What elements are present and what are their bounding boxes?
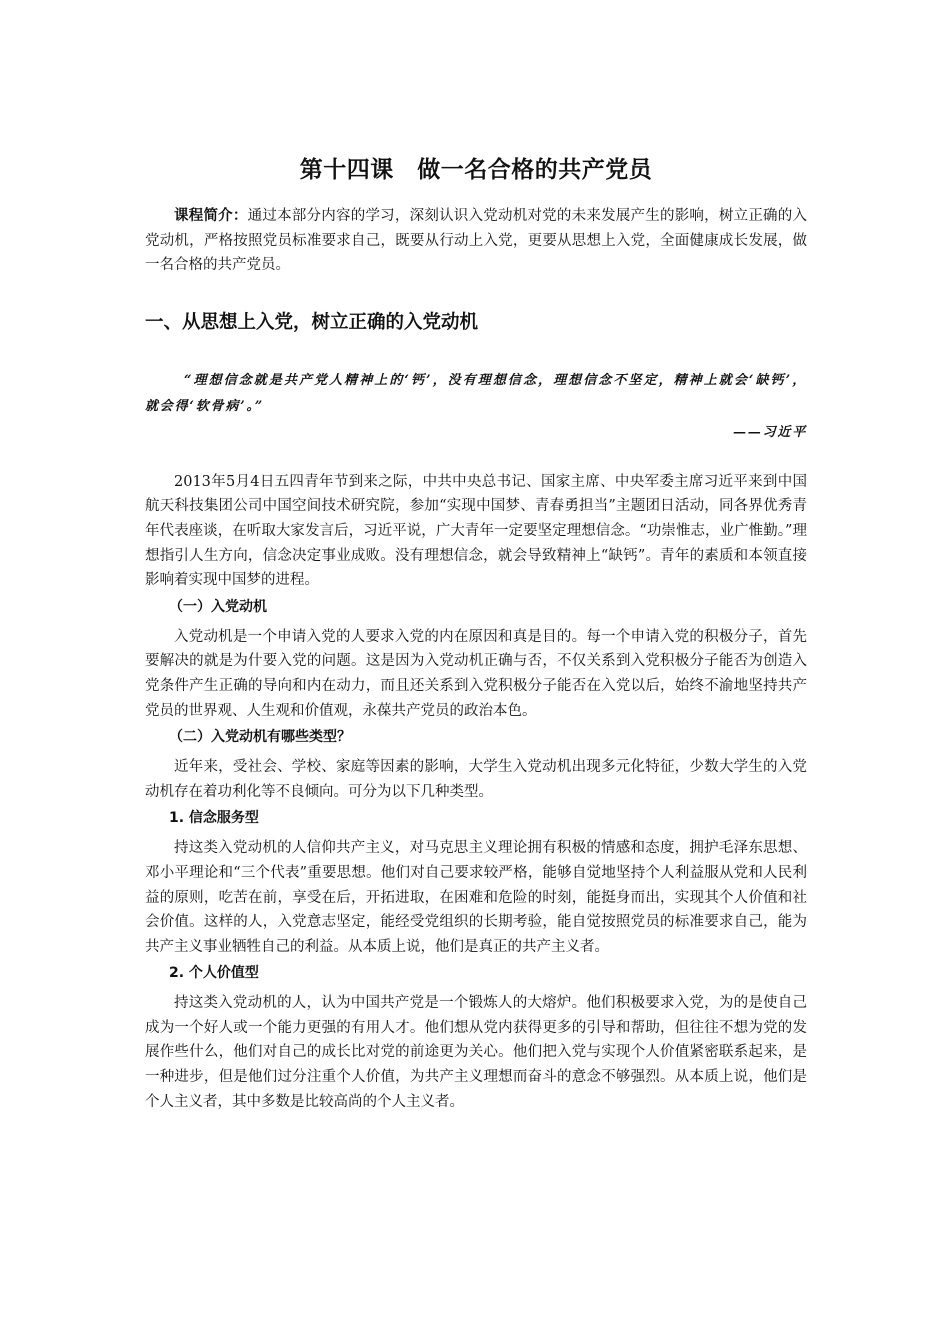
paragraph-type-personal: 持这类入党动机的人，认为中国共产党是一个锻炼人的大熔炉。他们积极要求入党，为的是使自己成为一个好人或一个能力更强的有用人才。他们想从党内获得更多的引导和帮助，但往往不想为党的发展作些什么，他们对自己的成长比对党的前途更为关心。他们把入党与实现个人价值紧密联系起来，是一种进步，但是他们过分注重个人价值，为共产主义理想而奋斗的意念不够强烈。从本质上说，他们是个人主义者，其中多数是比较高尚的个人主义者。	[145, 995, 807, 1110]
paragraph-motive-types: 近年来，受社会、学校、家庭等因素的影响，大学生入党动机出现多元化特征，少数大学生的入党动机存在着功利化等不良倾向。可分为以下几种类型。	[145, 759, 807, 800]
quote-text: “理想信念就是共产党人精神上的‘钙’，没有理想信念，理想信念不坚定，精神上就会‘缺钙’，就会得‘软骨病’。”	[145, 372, 807, 414]
intro-text: 通过本部分内容的学习，深刻认识入党动机对党的未来发展产生的影响，树立正确的入党动机，严格按照党员标准要求自己，既要从行动上入党，更要从思想上入党，全面健康成长发展，做一名合格的共产党员。	[145, 208, 808, 274]
subheading-motive: （一）入党动机	[169, 598, 267, 615]
subheading-type-personal: 2. 个人价值型	[169, 965, 259, 982]
page-title: 第十四课 做一名合格的共产党员	[299, 157, 653, 183]
document-body	[145, 150, 807, 1114]
section-heading: 一、从思想上入党，树立正确的入党动机	[145, 311, 479, 333]
intro-label: 课程简介：	[174, 208, 248, 224]
quote-author: ——习近平	[733, 424, 807, 440]
course-intro	[145, 204, 807, 278]
paragraph-motive: 入党动机是一个申请入党的人要求入党的内在原因和真是目的。每一个申请入党的积极分子，首先要解决的就是为什要入党的问题。这是因为入党动机正确与否，不仅关系到入党积极分子能否为创造入党条件产生正确的导向和内在动力，而且还关系到入党积极分子能否在入党以后，始终不渝地坚持共产党员的世界观、人生观和价值观，永葆共产党员的政治本色。	[145, 628, 807, 719]
subheading-type-belief: 1. 信念服务型	[169, 810, 259, 827]
subheading-motive-types: （二）入党动机有哪些类型？	[169, 729, 351, 746]
paragraph-may-fourth: 2013年5月4日五四青年节到来之际，中共中央总书记、国家主席、中央军委主席习近平来到中国航天科技集团公司中国空间技术研究院，参加“实现中国梦、青春勇担当”主题团日活动，同各界优秀青年代表座谈，在听取大家发言后，习近平说，广大青年一定要坚定理想信念。“功崇惟志，业广惟勤。”理想指引人生方向，信念决定事业成败。没有理想信念，就会导致精神上“缺钙”。青年的素质和本领直接影响着实现中国梦的进程。	[145, 473, 807, 589]
paragraph-type-belief: 持这类入党动机的人信仰共产主义，对马克思主义理论拥有积极的情感和态度，拥护毛泽东思想、邓小平理论和“三个代表”重要思想。他们对自己要求较严格，能够自觉地坚持个人利益服从党和人民利益的原则，吃苦在前，享受在后，开拓进取，在困难和危险的时刻，能挺身而出，实现其个人价值和社会价值。这样的人，入党意志坚定，能经受党组织的长期考验，能自觉按照党员的标准要求自己，能为共产主义事业牺牲自己的利益。从本质上说，他们是真正的共产主义者。	[145, 840, 807, 955]
